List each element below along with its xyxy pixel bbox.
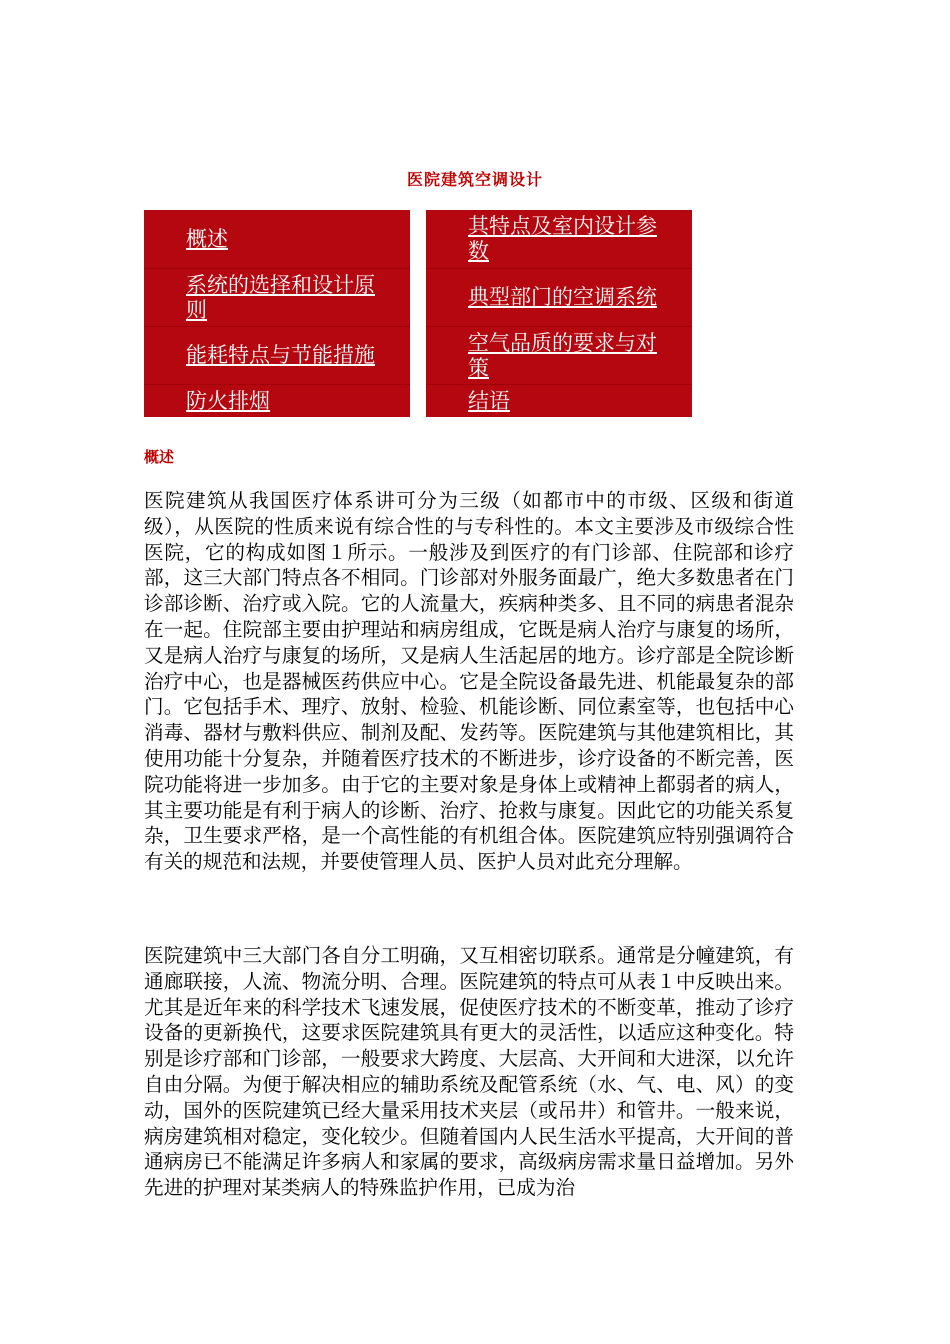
toc-link-conclusion[interactable]: 结语 <box>468 388 510 413</box>
toc-left-column <box>144 210 410 417</box>
toc-link-design-parameters[interactable]: 其特点及室内设计参数 <box>468 214 657 263</box>
document-title: 医院建筑空调设计 <box>406 170 543 189</box>
toc-cell-design-parameters <box>426 210 692 268</box>
toc-link-fire-smoke[interactable]: 防火排烟 <box>186 388 270 413</box>
toc-cell-air-quality <box>426 327 692 384</box>
toc-cell-department-systems <box>426 269 692 326</box>
toc-right-column <box>426 210 692 417</box>
body-paragraph: 医院建筑从我国医疗体系讲可分为三级（如都市中的市级、区级和街道级），从医院的性质来说有综合性的与专科性的。本文主要涉及市级综合性医院，它的构成如图１所示。一般涉及到医疗的有门诊部、住院部和诊疗部，这三大部门特点各不相同。门诊部对外服务面最广，绝大多数患者在门诊部诊断、治疗或入院。它的人流量大，疾病种类多、且不同的病患者混杂在一起。住院部主要由护理站和病房组成，它既是病人治疗与康复的场所，又是病人治疗与康复的场所，又是病人生活起居的地方。诊疗部是全院诊断治疗中心，也是器械医药供应中心。它是全院设备最先进、机能最复杂的部门。它包括手术、理疗、放射、检验、机能诊断、同位素室等，也包括中心消毒、器材与敷料供应、制剂及配、发药等。医院建筑与其他建筑相比，其使用功能十分复杂，并随着医疗技术的不断进步，诊疗设备的不断完善，医院功能将进一步加多。由于它的主要对象是身体上或精神上都弱者的病人，其主要功能是有利于病人的诊断、治疗、抢救与康复。因此它的功能关系复杂，卫生要求严格，是一个高性能的有机组合体。医院建筑应特别强调符合有关的规范和法规，并要使管理人员、医护人员对此充分理解。 <box>144 489 794 874</box>
toc-cell-energy-saving <box>144 327 410 384</box>
toc-link-overview[interactable]: 概述 <box>186 226 228 251</box>
toc-cell-conclusion <box>426 385 692 417</box>
toc-link-system-selection[interactable]: 系统的选择和设计原则 <box>186 272 375 322</box>
toc-cell-system-selection <box>144 269 410 326</box>
body-paragraph: 医院建筑中三大部门各自分工明确，又互相密切联系。通常是分幢建筑，有通廊联接，人流、物流分明、合理。医院建筑的特点可从表１中反映出来。尤其是近年来的科学技术飞速发展，促使医疗技术的不断变革，推动了诊疗设备的更新换代，这要求医院建筑具有更大的灵活性，以适应这种变化。特别是诊疗部和门诊部，一般要求大跨度、大层高、大开间和大进深，以允许自由分隔。为便于解决相应的辅助系统及配管系统（水、气、电、风）的变动，国外的医院建筑已经大量采用技术夹层（或吊井）和管井。一般来说，病房建筑相对稳定，变化较少。但随着国内人民生活水平提高，大开间的普通病房已不能满足许多病人和家属的要求，高级病房需求量日益增加。另外先进的护理对某类病人的特殊监护作用，已成为治 <box>144 944 794 1200</box>
toc-link-air-quality[interactable]: 空气品质的要求与对策 <box>468 330 657 380</box>
toc-cell-fire-smoke <box>144 385 410 417</box>
section-heading: 概述 <box>144 448 175 466</box>
toc-cell-overview <box>144 210 410 268</box>
toc-link-department-systems[interactable]: 典型部门的空调系统 <box>468 285 657 309</box>
toc-link-energy-saving[interactable]: 能耗特点与节能措施 <box>186 343 375 367</box>
